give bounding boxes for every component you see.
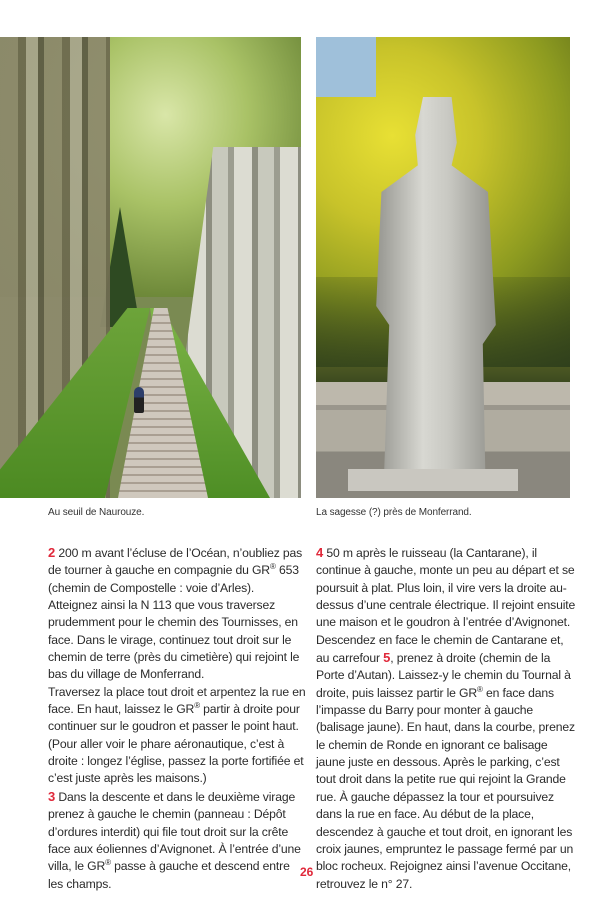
para-text: Traversez la place tout droit et arpentez la rue en face. En haut, laissez le GR [48, 684, 306, 717]
photo-statue [316, 37, 570, 498]
step-3-text-cont: passe à gauche et descend entre les champs. [48, 859, 290, 891]
text-column-left [48, 544, 306, 893]
left-paragraph-2 [48, 684, 306, 788]
registered-mark: ® [105, 858, 111, 868]
step-2-paragraph [48, 544, 306, 684]
para-text-cont: partir à droite pour continuer sur le goudron et passer le point haut. (Pour aller voir le phare aéronautique, c’est à droite : longez l’église, passez la porte fortifiée et c’est juste après les maisons.) [48, 702, 304, 786]
step-4-paragraph [316, 544, 578, 632]
step-number-2: 2 [48, 545, 56, 560]
para-text: Descendez en face le chemin de Cantarane et, au carrefour [316, 632, 564, 666]
step-3-text: Dans la descente et dans le deuxième virage prenez à gauche le chemin (panneau : Dépôt d’ordures interdit) qui file tout droit sur la crête face aux éoliennes d’Avignonet. À l’entrée d’une villa, le GR [48, 789, 301, 874]
photo-caption-left: Au seuil de Naurouze. [48, 507, 145, 518]
cyclist [134, 387, 144, 413]
text-column-right [316, 544, 578, 893]
photo-tree-alley [0, 37, 301, 498]
step-2-text: 200 m avant l’écluse de l’Océan, n’oubliez pas de tourner à gauche en compagnie du GR [48, 546, 303, 578]
step-number-4: 4 [316, 545, 324, 560]
step-2-text-cont: 653 (chemin de Compostelle : voie d’Arles). Atteignez ainsi la N 113 que vous traversez prudemment pour le chemin des Tournisses, en face. Dans le virage, continuez tout droit sur le chemin de terre (près du cimetière) qui rejoint le bas du village de Monferrand. [48, 563, 300, 682]
step-4-text: 50 m après le ruisseau (la Cantarane), il continue à gauche, monte un peu au départ et se poursuit à plat. Plus loin, il vire vers la droite au-dessus d’une centrale électrique. Il rejoint ensuite une maison et le goudron à l’entrée d’Avignonet. [316, 546, 576, 630]
step-number-5: 5 [383, 650, 391, 666]
step-number-3: 3 [48, 788, 56, 804]
right-paragraph-2 [316, 632, 578, 893]
step-3-paragraph [48, 788, 306, 893]
registered-mark: ® [194, 701, 200, 711]
photo-caption-right: La sagesse (?) près de Monferrand. [316, 507, 472, 518]
para-text-cont: , prenez à droite (chemin de la Porte d’Autan). Laissez-y le chemin du Tournal à droite, puis laissez partir le GR [316, 651, 571, 700]
statue-plinth [348, 469, 518, 491]
sky [316, 37, 376, 97]
registered-mark: ® [477, 684, 483, 694]
para-text-end: en face dans l’impasse du Barry pour monter à gauche (balisage jaune). En haut, dans la courbe, prenez le chemin de Ronde en ignorant ce balisage jaune juste en dessous. Après le parking, c’est tout droit dans la petite rue qui rejoint la Grande rue. À gauche dépassez la tour et poursuivez dans la rue en face. Au début de la place, descendez à gauche et tout droit, en ignorant les croix jaunes, empruntez le passage fermé par un bloc rocheux. Rejoignez ainsi l’avenue Occitane, retrouvez le n° 27. [316, 685, 575, 891]
registered-mark: ® [269, 562, 276, 572]
page-number: 26 [300, 865, 314, 879]
